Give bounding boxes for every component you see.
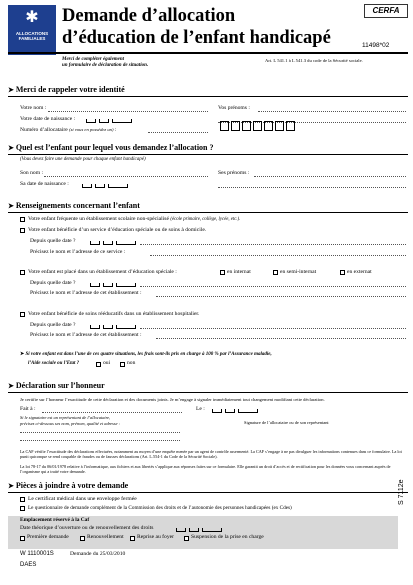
q3-etab-label: Précisez le nom et l’adresse de cet établissement : bbox=[30, 290, 142, 296]
attach-rule bbox=[8, 492, 408, 493]
q3-since-field[interactable] bbox=[90, 283, 136, 287]
caf-date-field[interactable] bbox=[176, 528, 222, 532]
first-request-label: Première demande bbox=[27, 534, 69, 540]
your-firstnames-field[interactable] bbox=[258, 111, 406, 112]
caf-box-line1: Date théorique d’ouverture ou de renouvellement des droits bbox=[20, 525, 154, 531]
child-firstnames-field[interactable] bbox=[254, 176, 406, 177]
q4-since-dots bbox=[140, 328, 406, 329]
request-date: Demande du 25/03/2010 bbox=[70, 551, 126, 557]
child-firstnames-cont[interactable] bbox=[218, 187, 406, 188]
renewal-label: Renouvellement bbox=[87, 534, 124, 540]
caf-logo bbox=[8, 5, 56, 55]
your-firstnames-label: Vos prénoms : bbox=[218, 105, 250, 111]
header-rule bbox=[8, 52, 408, 54]
q4-since-field[interactable] bbox=[90, 325, 136, 329]
identity-rule bbox=[8, 96, 408, 97]
q3-etab-field[interactable] bbox=[156, 296, 406, 297]
info-heading: ➤ Renseignements concernant l’enfant bbox=[8, 201, 140, 210]
first-request-checkbox[interactable] bbox=[20, 536, 25, 541]
form-code: W 1110001S bbox=[20, 551, 54, 557]
child-name-label: Son nom : bbox=[20, 170, 44, 176]
representative-field-2[interactable] bbox=[20, 440, 180, 441]
internat-label: en internat bbox=[227, 269, 251, 275]
child-hint: (Vous devez faire une demande pour chaque enfant handicapé) bbox=[20, 157, 146, 162]
q4-etab-field[interactable] bbox=[156, 338, 406, 339]
representative-note-2: précisez ci-dessous ses nom, prénom, qualité et adresse : bbox=[20, 421, 121, 426]
semi-internat-checkbox[interactable] bbox=[273, 270, 278, 275]
daes-label: DAES bbox=[20, 562, 37, 568]
declaration-text: Je certifie sur l’honneur l’exactitude de cette déclaration et des documents joints. Je m’engage à signaler immédiatement tout changement modifiant cette déclaration. bbox=[20, 397, 325, 402]
child-firstnames-label: Ses prénoms : bbox=[218, 170, 250, 176]
suspension-checkbox[interactable] bbox=[184, 536, 189, 541]
q4-label: Votre enfant bénéficie de soins rééducatifs dans un établissement hospitalier. bbox=[28, 311, 200, 317]
cerfa-number: 11498*02 bbox=[362, 42, 390, 49]
child-rule bbox=[8, 154, 408, 155]
q4-etab-label: Précisez le nom et l’adresse de cet établissement : bbox=[30, 332, 142, 338]
q3-since-label: Depuis quelle date ? bbox=[30, 280, 76, 286]
renewal-checkbox[interactable] bbox=[80, 536, 85, 541]
your-birthdate-field[interactable] bbox=[86, 119, 132, 123]
allocataire-dots bbox=[148, 132, 208, 133]
side-code: S 7112e bbox=[398, 479, 405, 505]
q2-service-field[interactable] bbox=[150, 255, 406, 256]
q3-checkbox[interactable] bbox=[20, 270, 25, 275]
cerfa-logo: CERFA bbox=[364, 4, 408, 18]
coverage-question-2: l’Aide sociale ou l’Etat ? bbox=[28, 361, 80, 366]
attach-heading: ➤ Pièces à joindre à votre demande bbox=[8, 481, 129, 490]
signature-label: Signature de l’allocataire ou de son représentant bbox=[244, 420, 329, 425]
non-label: non bbox=[127, 360, 136, 366]
representative-note-1: Si le signataire est un représentant de l’allocataire, bbox=[20, 415, 111, 420]
medical-cert-checkbox[interactable] bbox=[20, 497, 25, 502]
declaration-rule bbox=[8, 392, 408, 393]
le-date-field[interactable] bbox=[212, 409, 258, 413]
questionnaire-label: Le questionnaire de demande complément de la Commission des droits et de l’autonomie des personnes handicapées (ex Cdes) bbox=[28, 505, 292, 511]
questionnaire-checkbox[interactable] bbox=[20, 506, 25, 511]
child-name-field[interactable] bbox=[44, 176, 208, 177]
page-title-line2: d’éducation de l’enfant handicapé bbox=[62, 28, 331, 48]
fait-field[interactable] bbox=[42, 412, 182, 413]
le-label: Le : bbox=[196, 406, 205, 412]
q4-checkbox[interactable] bbox=[20, 312, 25, 317]
legal-ref: Art. L 541.1 à L 541.3 du code de la Sécurité sociale. bbox=[265, 58, 363, 63]
externat-checkbox[interactable] bbox=[340, 270, 345, 275]
medical-cert-label: Le certificat médical dans une enveloppe fermée bbox=[28, 496, 137, 502]
your-birthdate-label: Votre date de naissance : bbox=[20, 116, 76, 122]
non-checkbox[interactable] bbox=[120, 362, 125, 367]
q2-label: Votre enfant bénéficie d’un service d’éducation spéciale ou de soins à domicile. bbox=[28, 227, 207, 233]
intro-note-1: Merci de compléter également bbox=[62, 57, 125, 62]
semi-internat-label: en semi-internat bbox=[280, 269, 317, 275]
q3-label: Votre enfant est placé dans un établissement d’éducation spéciale : bbox=[28, 269, 177, 275]
q4-since-label: Depuis quelle date ? bbox=[30, 322, 76, 328]
q1-checkbox[interactable] bbox=[20, 217, 25, 222]
return-home-checkbox[interactable] bbox=[130, 536, 135, 541]
internat-checkbox[interactable] bbox=[220, 270, 225, 275]
return-home-label: Reprise au foyer bbox=[137, 534, 174, 540]
q2-service-label: Précisez le nom et l’adresse de ce service : bbox=[30, 249, 126, 255]
allocataire-number-field[interactable] bbox=[220, 121, 295, 131]
intro-note-2: un formulaire de déclaration de situation. bbox=[62, 63, 149, 68]
externat-label: en externat bbox=[347, 269, 372, 275]
logo-text: ALLOCATIONS FAMILIALES bbox=[15, 31, 49, 41]
coverage-question: ➤ Si votre enfant est dans l’une de ces quatre situations, les frais sont-ils pris en charge à 100 % par l’Assurance maladie, bbox=[20, 352, 272, 357]
q1-label: Votre enfant fréquente un établissement scolaire non-spécialisé (école primaire, collège, lycée, etc.). bbox=[28, 216, 241, 222]
q2-checkbox[interactable] bbox=[20, 228, 25, 233]
suspension-label: Suspension de la prise en charge bbox=[191, 534, 264, 540]
declaration-heading: ➤ Déclaration sur l’honneur bbox=[8, 381, 105, 390]
family-logo-icon: ✱ bbox=[25, 9, 39, 26]
q2-since-dots bbox=[140, 244, 406, 245]
identity-heading: ➤ Merci de rappeler votre identité bbox=[8, 85, 125, 94]
page-title-line1: Demande d’allocation bbox=[62, 6, 236, 26]
your-name-field[interactable] bbox=[48, 111, 208, 112]
child-heading: ➤ Quel est l’enfant pour lequel vous demandez l’allocation ? bbox=[8, 143, 214, 152]
q3-since-dots bbox=[140, 286, 406, 287]
allocataire-label: Numéro d’allocataire (si vous en possédez un) : bbox=[20, 127, 117, 133]
representative-field-1[interactable] bbox=[20, 432, 180, 433]
your-name-label: Votre nom : bbox=[20, 105, 47, 111]
fait-label: Fait à : bbox=[20, 406, 36, 412]
q2-since-field[interactable] bbox=[90, 241, 136, 245]
child-birthdate-field[interactable] bbox=[82, 184, 128, 188]
oui-checkbox[interactable] bbox=[96, 362, 101, 367]
info-rule bbox=[8, 212, 408, 213]
oui-label: oui bbox=[103, 360, 111, 366]
child-birthdate-label: Sa date de naissance : bbox=[20, 181, 69, 187]
q2-since-label: Depuis quelle date ? bbox=[30, 238, 76, 244]
legal-paragraph-1: La CAF vérifie l’exactitude des déclarations effectuées, notamment au moyen d’une enquête menée par un agent de contrôle assermenté. La CAF s’engage à ne pas divulguer les informations contenues dans ce formulaire. La loi punit quiconque se rend coupable de fraudes ou de fausses déclarations (Art. L.554-1 du Code de la Sécurité Sociale). bbox=[20, 449, 402, 459]
legal-paragraph-2: La loi 78-17 du 06/01/1978 relative à l’informatique, aux fichiers et aux libertés s’applique aux réponses faites sur ce formulaire. Elle garantit un droit d’accès et de rectification pour les données vous concernant auprès de l’organisme qui a traité votre demande. bbox=[20, 464, 391, 474]
caf-box-title: Emplacement réservé à la Caf bbox=[20, 517, 90, 523]
